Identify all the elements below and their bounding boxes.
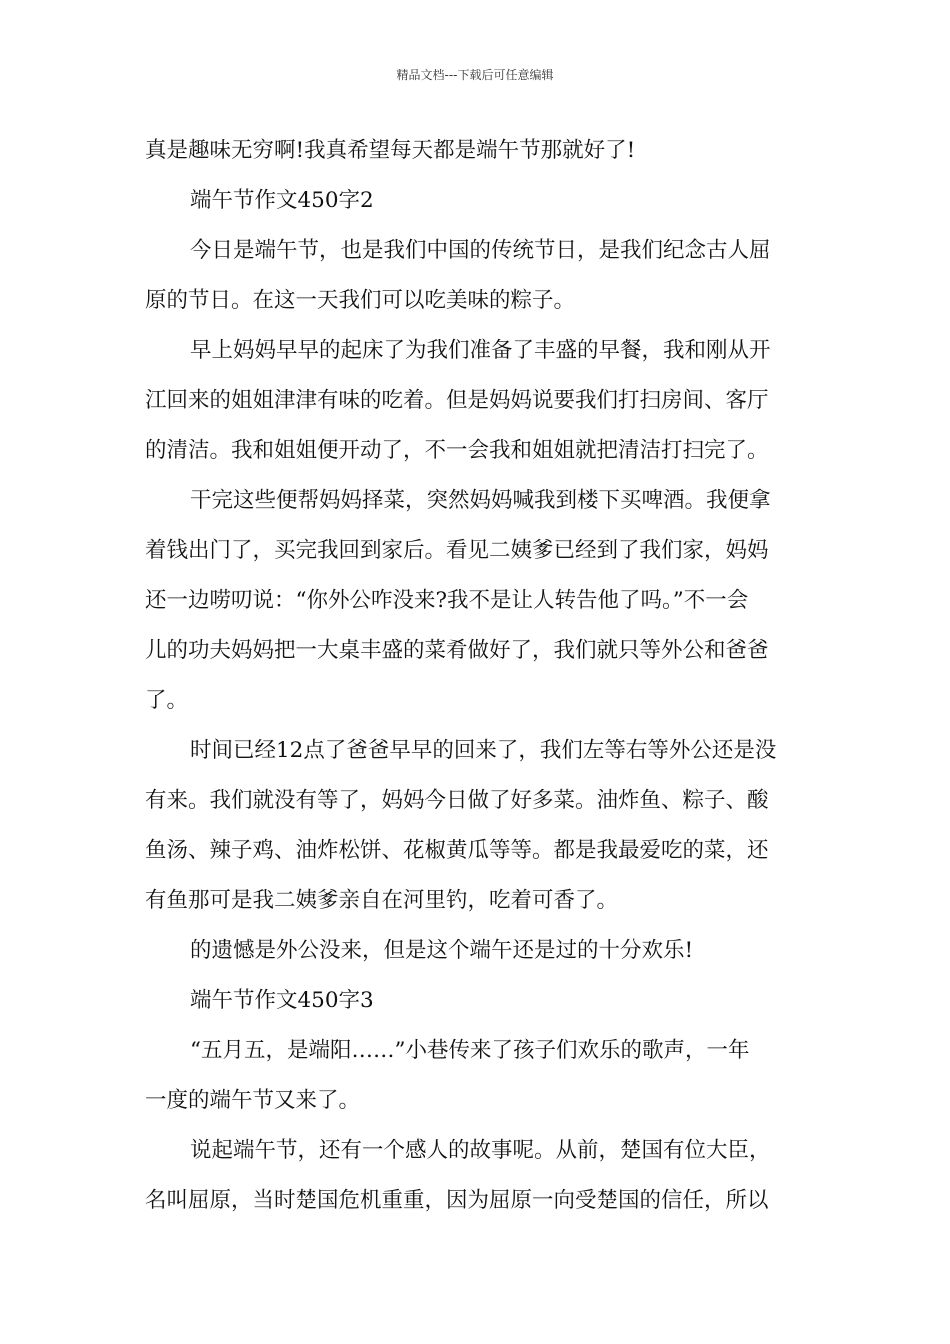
text-line-4: 原的节日。在这一天我们可以吃美味的粽子。 bbox=[145, 288, 576, 313]
text-line-17: 的遗憾是外公没来，但是这个端午还是过的十分欢乐! bbox=[190, 938, 694, 963]
text-line-6: 江回来的姐姐津津有味的吃着。但是妈妈说要我们打扫房间、客厅 bbox=[145, 388, 769, 413]
page-header: 精品文档---下载后可任意编辑 bbox=[396, 68, 554, 82]
text-line-11: 儿的功夫妈妈把一大桌丰盛的菜肴做好了，我们就只等外公和爸爸 bbox=[145, 638, 769, 663]
text-line-20: 一度的端午节又来了。 bbox=[145, 1088, 361, 1113]
section-heading-2: 端午节作文450字2 bbox=[190, 188, 374, 213]
text-line-22: 名叫屈原，当时楚国危机重重，因为屈原一向受楚国的信任，所以 bbox=[145, 1188, 769, 1213]
text-line-14: 有来。我们就没有等了，妈妈今日做了好多菜。油炸鱼、粽子、酸 bbox=[145, 788, 769, 813]
text-line-12: 了。 bbox=[145, 688, 189, 713]
text-line-3: 今日是端午节，也是我们中国的传统节日，是我们纪念古人屈 bbox=[190, 238, 771, 263]
text-line-21: 说起端午节，还有一个感人的故事呢。从前，楚国有位大臣， bbox=[190, 1138, 771, 1163]
text-line-5: 早上妈妈早早的起床了为我们准备了丰盛的早餐，我和刚从开 bbox=[190, 338, 771, 363]
text-line-8: 干完这些便帮妈妈择菜，突然妈妈喊我到楼下买啤酒。我便拿 bbox=[190, 488, 771, 513]
text-line-19: “五月五，是端阳……”小巷传来了孩子们欢乐的歌声，一年 bbox=[190, 1038, 750, 1063]
text-line-16: 有鱼那可是我二姨爹亲自在河里钓，吃着可香了。 bbox=[145, 888, 619, 913]
text-line-13: 时间已经12点了爸爸早早的回来了，我们左等右等外公还是没 bbox=[190, 738, 777, 763]
text-line-9: 着钱出门了，买完我回到家后。看见二姨爹已经到了我们家，妈妈 bbox=[145, 538, 769, 563]
section-heading-3: 端午节作文450字3 bbox=[190, 988, 374, 1013]
text-line-7: 的清洁。我和姐姐便开动了，不一会我和姐姐就把清洁打扫完了。 bbox=[145, 438, 769, 463]
text-line-1: 真是趣味无穷啊!我真希望每天都是端午节那就好了! bbox=[145, 138, 636, 163]
text-line-15: 鱼汤、辣子鸡、油炸松饼、花椒黄瓜等等。都是我最爱吃的菜，还 bbox=[145, 838, 769, 863]
text-line-10: 还一边唠叨说：“你外公咋没来?我不是让人转告他了吗。”不一会 bbox=[145, 588, 749, 613]
